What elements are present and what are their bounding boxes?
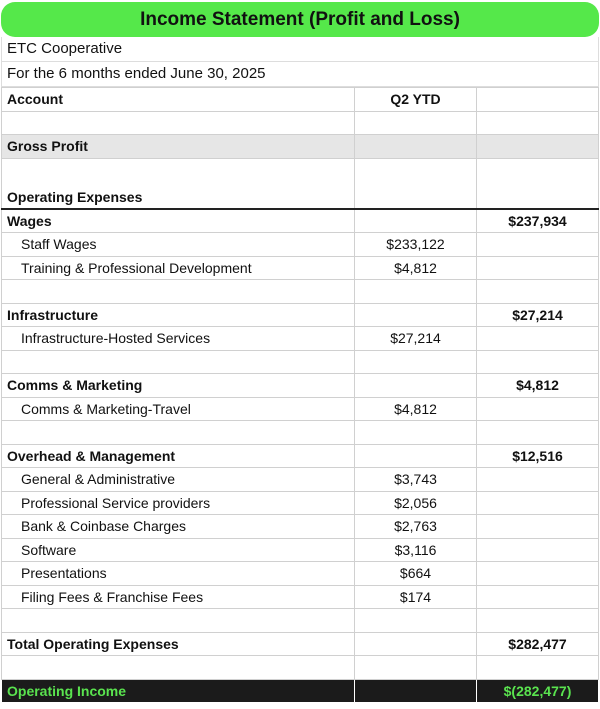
q2-ytd-cell: $4,812 <box>355 256 477 280</box>
table-row <box>2 421 599 445</box>
total-cell <box>477 562 599 586</box>
total-cell <box>477 350 599 374</box>
total-cell <box>477 515 599 539</box>
q2-ytd-cell <box>355 421 477 445</box>
account-cell: Comms & Marketing-Travel <box>2 397 355 421</box>
total-cell <box>477 111 599 135</box>
table-row <box>2 679 599 703</box>
account-cell <box>2 656 355 680</box>
table-row <box>2 111 599 135</box>
q2-ytd-cell <box>355 444 477 468</box>
q2-ytd-cell: $664 <box>355 562 477 586</box>
table-row <box>2 350 599 374</box>
account-cell: Staff Wages <box>2 233 355 257</box>
table-row <box>2 280 599 304</box>
total-cell <box>477 468 599 492</box>
table-row <box>2 444 599 468</box>
total-cell <box>477 585 599 609</box>
account-cell: Operating Expenses <box>2 158 355 209</box>
table-row <box>2 233 599 257</box>
total-cell <box>477 656 599 680</box>
table-row <box>2 397 599 421</box>
q2-ytd-cell <box>355 158 477 209</box>
q2-ytd-cell: $2,056 <box>355 491 477 515</box>
q2-ytd-cell: $27,214 <box>355 327 477 351</box>
table-row <box>2 562 599 586</box>
header-total <box>477 88 599 112</box>
account-cell: Gross Profit <box>2 135 355 159</box>
header-account: Account <box>2 88 355 112</box>
q2-ytd-cell: $3,116 <box>355 538 477 562</box>
account-cell <box>2 280 355 304</box>
table-row <box>2 656 599 680</box>
q2-ytd-cell <box>355 374 477 398</box>
total-cell: $282,477 <box>477 632 599 656</box>
total-cell <box>477 135 599 159</box>
q2-ytd-cell <box>355 609 477 633</box>
table-row <box>2 585 599 609</box>
account-cell: Presentations <box>2 562 355 586</box>
q2-ytd-cell <box>355 632 477 656</box>
account-cell <box>2 609 355 633</box>
account-cell: Infrastructure <box>2 303 355 327</box>
total-cell <box>477 256 599 280</box>
total-cell <box>477 491 599 515</box>
account-cell: Total Operating Expenses <box>2 632 355 656</box>
q2-ytd-cell: $233,122 <box>355 233 477 257</box>
total-cell <box>477 397 599 421</box>
account-cell: Infrastructure-Hosted Services <box>2 327 355 351</box>
total-cell <box>477 609 599 633</box>
q2-ytd-cell: $174 <box>355 585 477 609</box>
account-cell: Operating Income <box>2 679 355 703</box>
statement-table <box>1 87 599 703</box>
table-row <box>2 468 599 492</box>
total-cell: $27,214 <box>477 303 599 327</box>
q2-ytd-cell: $3,743 <box>355 468 477 492</box>
table-row <box>2 632 599 656</box>
table-row <box>2 491 599 515</box>
q2-ytd-cell <box>355 280 477 304</box>
table-row <box>2 374 599 398</box>
statement-title: Income Statement (Profit and Loss) <box>1 2 599 37</box>
table-row <box>2 609 599 633</box>
account-cell: Professional Service providers <box>2 491 355 515</box>
q2-ytd-cell: $4,812 <box>355 397 477 421</box>
account-cell: Comms & Marketing <box>2 374 355 398</box>
total-cell: $237,934 <box>477 209 599 233</box>
account-cell: Overhead & Management <box>2 444 355 468</box>
account-cell: Software <box>2 538 355 562</box>
total-cell: $4,812 <box>477 374 599 398</box>
account-cell: Bank & Coinbase Charges <box>2 515 355 539</box>
period-label: For the 6 months ended June 30, 2025 <box>1 62 599 87</box>
q2-ytd-cell <box>355 679 477 703</box>
total-cell <box>477 327 599 351</box>
company-name: ETC Cooperative <box>1 37 599 62</box>
total-cell <box>477 158 599 209</box>
account-cell <box>2 350 355 374</box>
total-cell: $12,516 <box>477 444 599 468</box>
account-cell: General & Administrative <box>2 468 355 492</box>
table-row <box>2 515 599 539</box>
total-cell <box>477 280 599 304</box>
q2-ytd-cell: $2,763 <box>355 515 477 539</box>
income-statement <box>1 2 599 703</box>
q2-ytd-cell <box>355 135 477 159</box>
total-cell <box>477 233 599 257</box>
total-cell <box>477 538 599 562</box>
table-row <box>2 303 599 327</box>
header-row <box>2 88 599 112</box>
table-row <box>2 158 599 209</box>
account-cell: Wages <box>2 209 355 233</box>
account-cell <box>2 111 355 135</box>
account-cell: Filing Fees & Franchise Fees <box>2 585 355 609</box>
table-row <box>2 327 599 351</box>
account-cell: Training & Professional Development <box>2 256 355 280</box>
table-row <box>2 135 599 159</box>
table-row <box>2 538 599 562</box>
q2-ytd-cell <box>355 350 477 374</box>
table-row <box>2 256 599 280</box>
q2-ytd-cell <box>355 656 477 680</box>
q2-ytd-cell <box>355 303 477 327</box>
account-cell <box>2 421 355 445</box>
total-cell <box>477 421 599 445</box>
total-cell: $(282,477) <box>477 679 599 703</box>
q2-ytd-cell <box>355 111 477 135</box>
table-row <box>2 209 599 233</box>
q2-ytd-cell <box>355 209 477 233</box>
header-q2-ytd: Q2 YTD <box>355 88 477 112</box>
